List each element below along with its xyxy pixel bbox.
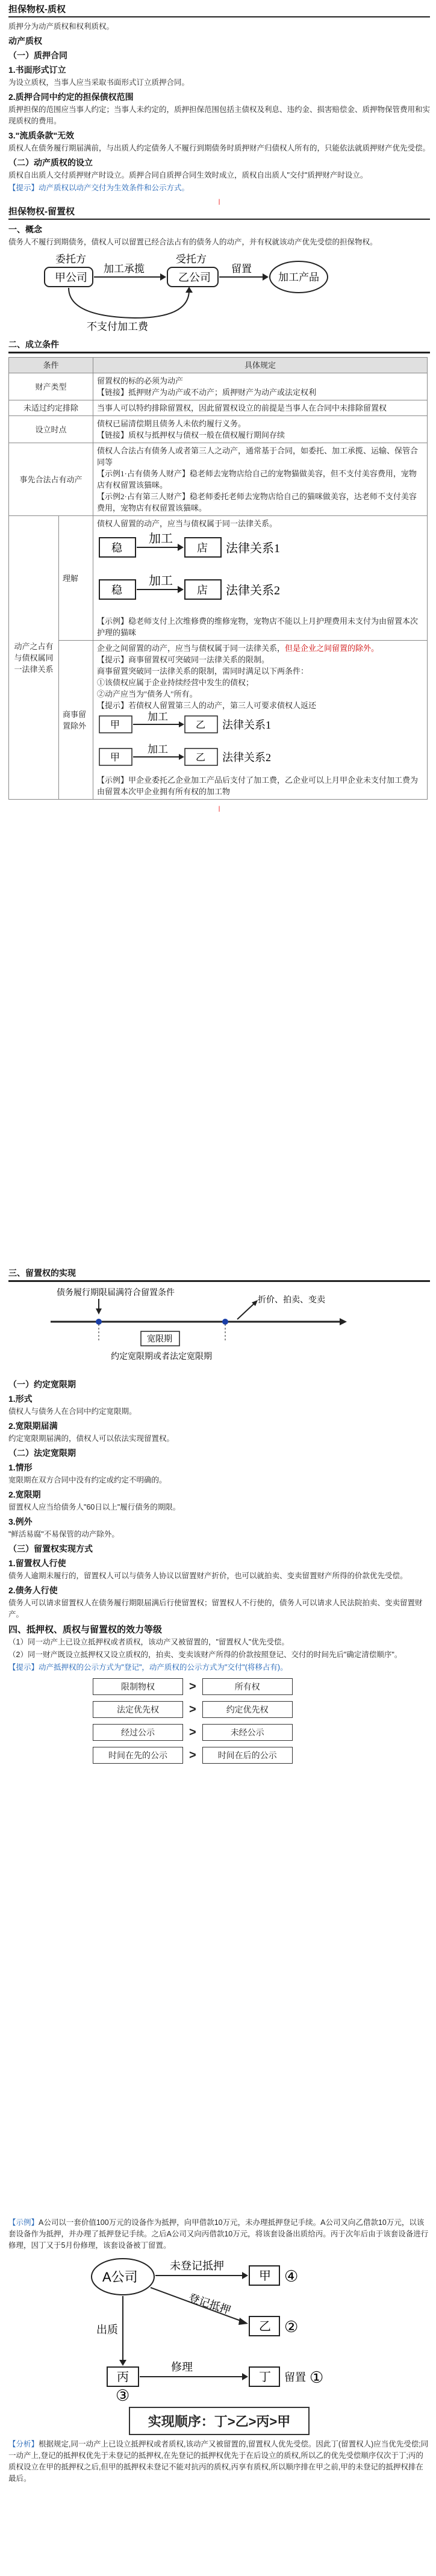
- timeline-diagram: [39, 1286, 376, 1376]
- lien-label: 留置: [231, 263, 252, 275]
- example-text: A公司以一套价值100万元的设备作为抵押，向甲借款10万元，未办理抵押登记手续。A公司又向乙借款10万元，以该套设备作为抵押，并办理了抵押登记手续。之后A公司又向丙借款10万元，将该套设备出质给丙。丙于次年后由于该套设备进行修理，因丁又于5月份修理，该套设备被丁留置。: [8, 2218, 429, 2250]
- rule-tip-3: 【提示】若债权人留置第三人的动产，第三人可要求债权人返还: [97, 701, 317, 710]
- node-yi2-label: 乙: [196, 753, 206, 763]
- expiry-heading: 2.宽限期届满: [8, 1421, 58, 1431]
- row-rule: [93, 641, 428, 800]
- row-condition: 事先合法占有动产: [9, 443, 93, 516]
- forfeiture-heading: 3."流质条款"无效: [8, 131, 74, 140]
- priority-lower: 未经公示: [202, 1724, 293, 1741]
- relation-diagram-a: [97, 529, 302, 612]
- row-condition: 设立时点: [9, 416, 93, 443]
- timeline-pointer-head: [96, 1308, 102, 1314]
- concept-heading: 一、概念: [8, 225, 42, 234]
- title-underline: [8, 16, 430, 17]
- table-row: [9, 400, 428, 416]
- greater-than-icon: >: [189, 1679, 196, 1693]
- example-section: [8, 2216, 430, 2486]
- debtor-text: 债务人可以请求留置权人在债务履行期限届满后行使留置权；留置权人不行使的，债务人可以请求人民法院拍卖、变卖留置财产。: [8, 1599, 423, 1619]
- conditions-table: [8, 357, 428, 800]
- priority-pair: [93, 1678, 430, 1695]
- lien-arrowhead: [263, 273, 269, 281]
- priority-pair: [93, 1724, 430, 1741]
- lien-underline: [8, 219, 430, 220]
- edge-pledge-head: [119, 2360, 126, 2366]
- priority-tip: 【提示】动产抵押权的公示方式为"登记"，动产质权的公示方式为"交付"(将移占有)。: [8, 1663, 288, 1672]
- unpaid-curve: [69, 288, 189, 318]
- lien-section: [8, 205, 430, 812]
- scope-text: 质押担保的范围应当事人约定；当事人未约定的，质押担保范围包括主债权及利息、违约金、损害赔偿金、质押物保管费用和实现质权的费用。: [8, 105, 431, 125]
- written-form-heading: 1.书面形式订立: [8, 65, 66, 75]
- node-jia2-label: 甲: [110, 753, 120, 763]
- edge-a1-label: 加工: [149, 532, 173, 546]
- rule-tip-1: 【提示】商事留置权可突破同一法律关系的限制。: [97, 655, 270, 664]
- exception-heading: 3.例外: [8, 1517, 33, 1526]
- priority-pairs: [93, 1678, 430, 1764]
- grace-period-heading: 2.宽限期: [8, 1490, 41, 1499]
- node-a-company-label: A公司: [102, 2270, 138, 2285]
- rule-text-main: 企业之间留置的动产，应当与债权属于同一法律关系，: [97, 644, 285, 653]
- rule-text: 留置权的标的必须为动产: [97, 376, 184, 385]
- priority-rule-1: （1）同一动产上已设立抵押权或者质权，该动产又被留置的，"留置权人"优先受偿。: [8, 1638, 289, 1646]
- page-mark: |: [218, 806, 220, 812]
- form-text: 债权人与债务人在合同中约定宽限期。: [8, 1407, 137, 1416]
- forfeiture-text: 质权人在债务履行期届满前，与出质人约定债务人不履行到期债务时质押财产归债权人所有的，只能依法就质押财产优先受偿。: [8, 144, 431, 152]
- table-header-row: [9, 358, 428, 373]
- pledge-title: 担保物权-质权: [8, 4, 66, 14]
- priority-pair: [93, 1747, 430, 1764]
- edge-registered-label: 登记抵押: [187, 2291, 232, 2317]
- timeline-axis-head: [340, 1318, 347, 1325]
- edge-b1-head: [179, 721, 184, 727]
- rule-text: [97, 642, 423, 654]
- rank-bing: ③: [116, 2386, 130, 2403]
- rule-example-1: 【示例1·占有债务人财产】稳老师去宠物店给自己的宠物猫做美容，但不支付美容费用，宠物店有权留置该猫咪。: [97, 469, 417, 490]
- priority-higher: 时间在先的公示: [93, 1747, 183, 1764]
- edge-b2-label: 加工: [148, 744, 168, 755]
- conditions-heading: 二、成立条件: [8, 340, 59, 349]
- node-yi1-label: 乙: [196, 720, 206, 730]
- row-rule: 当事人可以特约排除留置权，因此留置权设立的前提是当事人在合同中未排除留置权: [93, 400, 428, 416]
- expiry-text: 约定宽限期届满的，债权人可以依法实现留置权。: [8, 1434, 175, 1443]
- node-b1-label: 店: [197, 542, 208, 554]
- scope-heading: 2.质押合同中约定的担保债权范围: [8, 92, 134, 102]
- party-b-label: 乙公司: [178, 272, 211, 284]
- header-condition: 条件: [9, 358, 93, 373]
- relation-tag-2: 法律关系2: [226, 584, 280, 597]
- table-row: [9, 416, 428, 443]
- rule-example: 【示例】稳老师支付上次维修费的维修宠物，宠物店不能以上月护理费用未支付为由留置本次护理的猫咪: [97, 617, 419, 637]
- edge-a2-label: 加工: [149, 574, 173, 588]
- row-rule: [93, 443, 428, 516]
- contract-arrowhead: [160, 273, 166, 281]
- grace-period-label: 宽限期: [147, 1334, 172, 1343]
- table-row: [9, 516, 428, 641]
- priority-higher: 经过公示: [93, 1724, 183, 1741]
- situation-text: 宽限期在双方合同中没有约定或约定不明确的。: [8, 1476, 167, 1484]
- page-mark: |: [218, 199, 220, 205]
- row-condition: 动产之占有与债权属同一法律关系: [9, 516, 59, 800]
- pledge-contract-heading: （一）质押合同: [8, 51, 67, 60]
- edge-unregistered-label: 未登记抵押: [170, 2260, 224, 2272]
- edge-b2-head: [179, 754, 184, 760]
- rule-text-exception: 但是企业之间留置的除外。: [285, 644, 379, 653]
- node-ding-label: 丁: [259, 2371, 271, 2384]
- rule-example-2: 【示例2·占有第三人财产】稳老师委托老师去宠物店给自己的猫咪做美容，达老师不支付美容费用，宠物店有权留置该猫咪。: [97, 492, 417, 512]
- trustee-label: 受托方: [176, 254, 207, 265]
- timeline-start-dot: [96, 1319, 102, 1325]
- priority-lower: 所有权: [202, 1678, 293, 1695]
- node-ding-lien: 留置: [284, 2371, 306, 2383]
- realization-section: [8, 1265, 430, 1770]
- rule-condition-1: ①该债权应属于企业持续经营中发生的债权；: [97, 678, 254, 687]
- analysis-text: 根据规定,同一动产上已设立抵押权或者质权,该动产又被留置的,留置权人优先受偿。因此丁(留置权人)应当优先受偿;同一动产上,登记的抵押权优先于未登记的抵押权,在先登记的抵押权优先于在后设立的质权,所以乙的优先受偿顺序仅次于丁;丙的质权设立在甲的抵押权之后,但甲的抵押权未登记不能对抗丙的质权,丙享有质权,所以顺序排在甲之前,甲的未登记的抵押权排在最后。: [8, 2440, 429, 2483]
- node-jia1-label: 甲: [110, 720, 120, 730]
- node-bing-label: 丙: [117, 2371, 129, 2384]
- concept-diagram: [26, 250, 364, 335]
- rule-tip-2: 商事留置突破同一法律关系的限制，需同时满足以下两条件：: [97, 667, 309, 676]
- timeline-bottom-label: 约定宽限期或者法定宽限期: [111, 1351, 212, 1361]
- node-a1-label: 稳: [111, 542, 122, 554]
- priority-lower: 约定优先权: [202, 1701, 293, 1718]
- rank-ding: ①: [310, 2368, 324, 2386]
- grace-period-text: 留置权人应当给债务人"60日以上"履行债务的期限。: [8, 1503, 181, 1511]
- priority-pair: [93, 1701, 430, 1718]
- table-row: [9, 443, 428, 516]
- node-jia-label: 甲: [259, 2270, 271, 2283]
- table-row: [9, 641, 428, 800]
- priority-heading: 四、抵押权、质权与留置权的效力等级: [8, 1625, 163, 1635]
- rule-condition-2: ②动产应当为"债务人"所有。: [97, 689, 198, 698]
- exception-text: "鲜活易腐"不易保管的动产除外。: [8, 1530, 119, 1538]
- relation-tag-b2: 法律关系2: [222, 751, 271, 764]
- rank-yi: ②: [284, 2318, 299, 2336]
- lienholder-text: 债务人逾期未履行的，留置权人可以与债务人协议以留置财产折价，也可以就拍卖、变卖留置财产所得的价款优先受偿。: [8, 1572, 408, 1580]
- agreed-grace-heading: （一）约定宽限期: [8, 1380, 76, 1389]
- greater-than-icon: >: [189, 1725, 196, 1739]
- relation-tag-b1: 法律关系1: [222, 719, 271, 731]
- lienholder-heading: 1.留置权人行使: [8, 1558, 66, 1568]
- example-label: 【示例】: [8, 2218, 39, 2227]
- conditions-rule: [8, 352, 430, 353]
- contract-label: 加工承揽: [104, 263, 145, 275]
- timeline-right-label: 折价、拍卖、变卖: [258, 1295, 325, 1304]
- statutory-grace-heading: （二）法定宽限期: [8, 1448, 76, 1458]
- movable-pledge-heading: 动产质权: [8, 36, 42, 46]
- row-rule: [93, 516, 428, 641]
- pledge-establish-text: 质权自出质人交付质押财产时设立。质押合同自质押合同生效时成立，质权自出质人"交付"质押财产时设立。: [8, 171, 368, 179]
- situation-heading: 1.情形: [8, 1463, 33, 1472]
- rule-text: 债权已届清偿期且债务人未依约履行义务。: [97, 419, 246, 428]
- priority-higher: 限制物权: [93, 1678, 183, 1695]
- pledge-establish-heading: （二）动产质权的设立: [8, 158, 93, 167]
- node-yi-label: 乙: [259, 2320, 271, 2333]
- method-heading: （三）留置权实现方式: [8, 1544, 93, 1554]
- rank-jia: ④: [284, 2267, 299, 2285]
- sub-condition-understand: 理解: [59, 516, 93, 641]
- relation-tag-1: 法律关系1: [226, 542, 280, 555]
- unpaid-arrowhead: [185, 287, 193, 293]
- edge-pledge-label: 出质: [96, 2324, 118, 2336]
- priority-rule-2: （2）同一财产既设立抵押权又设立质权的，拍卖、变卖该财产所得的价款按照登记、交付的时间先后"确定清偿顺序"。: [8, 1650, 402, 1659]
- realization-rule: [8, 1280, 430, 1282]
- edge-a1-head: [178, 544, 184, 551]
- product-label: 加工产品: [278, 272, 319, 283]
- unpaid-label: 不支付加工费: [87, 321, 148, 332]
- edge-b1-label: 加工: [148, 711, 168, 723]
- greater-than-icon: >: [189, 1702, 196, 1716]
- timeline-top-label: 债务履行期限届满符合留置条件: [57, 1287, 175, 1297]
- order-result: 实现顺序：丁>乙>丙>甲: [129, 2407, 310, 2435]
- concept-text: 债务人不履行到期债务，债权人可以留置已经合法占有的债务人的动产，并有权就该动产优先受偿的担保物权。: [8, 238, 378, 246]
- row-condition: 未适过约定排除: [9, 400, 93, 416]
- edge-registered-head: [238, 2318, 248, 2325]
- priority-higher: 法定优先权: [93, 1701, 183, 1718]
- rule-link: 【链接】抵押财产为动产或不动产；质押财产为动产或法定权利: [97, 388, 317, 397]
- form-heading: 1.形式: [8, 1394, 33, 1404]
- order-box-wrap: [8, 2407, 430, 2435]
- sub-condition-commercial: 商事留置除外: [59, 641, 93, 800]
- row-condition: 财产类型: [9, 373, 93, 400]
- table-row: [9, 373, 428, 400]
- row-rule: [93, 373, 428, 400]
- written-form-text: 为设立质权，当事人应当采取书面形式订立质押合同。: [8, 78, 190, 87]
- edge-repair-label: 修理: [171, 2361, 193, 2373]
- party-a-label: 甲公司: [55, 272, 87, 284]
- pledge-tip: 【提示】动产质权以动产交付为生效条件和公示方式。: [8, 184, 190, 192]
- analysis-label: 【分析】: [8, 2440, 39, 2448]
- rule-link: 【链接】质权与抵押权与债权一般在债权履行期间存续: [97, 431, 285, 440]
- rule-example: 【示例】甲企业委托乙企业加工产品后支付了加工费，乙企业可以上月甲企业未支付加工费为由留置本次甲企业拥有所有权的加工物: [97, 776, 419, 796]
- timeline-out-arrow: [237, 1302, 255, 1319]
- debtor-heading: 2.债务人行使: [8, 1585, 58, 1595]
- edge-repair-head: [242, 2373, 248, 2380]
- rule-text: 债权人合法占有债务人或者第三人之动产，通常基于合同，如委托、加工承揽、运输、保管合同等: [97, 446, 419, 467]
- client-label: 委托方: [55, 254, 86, 265]
- timeline-end-dot: [222, 1319, 228, 1325]
- lien-title: 担保物权-留置权: [8, 207, 75, 217]
- header-rule: 具体规定: [93, 358, 428, 373]
- pledge-section: [8, 2, 430, 205]
- greater-than-icon: >: [189, 1748, 196, 1762]
- priority-lower: 时间在后的公示: [202, 1747, 293, 1764]
- edge-unregistered-head: [242, 2272, 248, 2279]
- priority-diagram: [81, 2253, 334, 2403]
- edge-a2-head: [178, 586, 184, 593]
- node-b2-label: 店: [197, 584, 208, 596]
- relation-diagram-b: [97, 711, 296, 771]
- row-rule: [93, 416, 428, 443]
- pledge-intro: 质押分为动产质权和权利质权。: [8, 22, 114, 31]
- node-a2-label: 稳: [111, 584, 122, 596]
- rule-text: 债权人留置的动产，应当与债权属于同一法律关系。: [97, 519, 278, 528]
- realization-heading: 三、留置权的实现: [8, 1268, 76, 1278]
